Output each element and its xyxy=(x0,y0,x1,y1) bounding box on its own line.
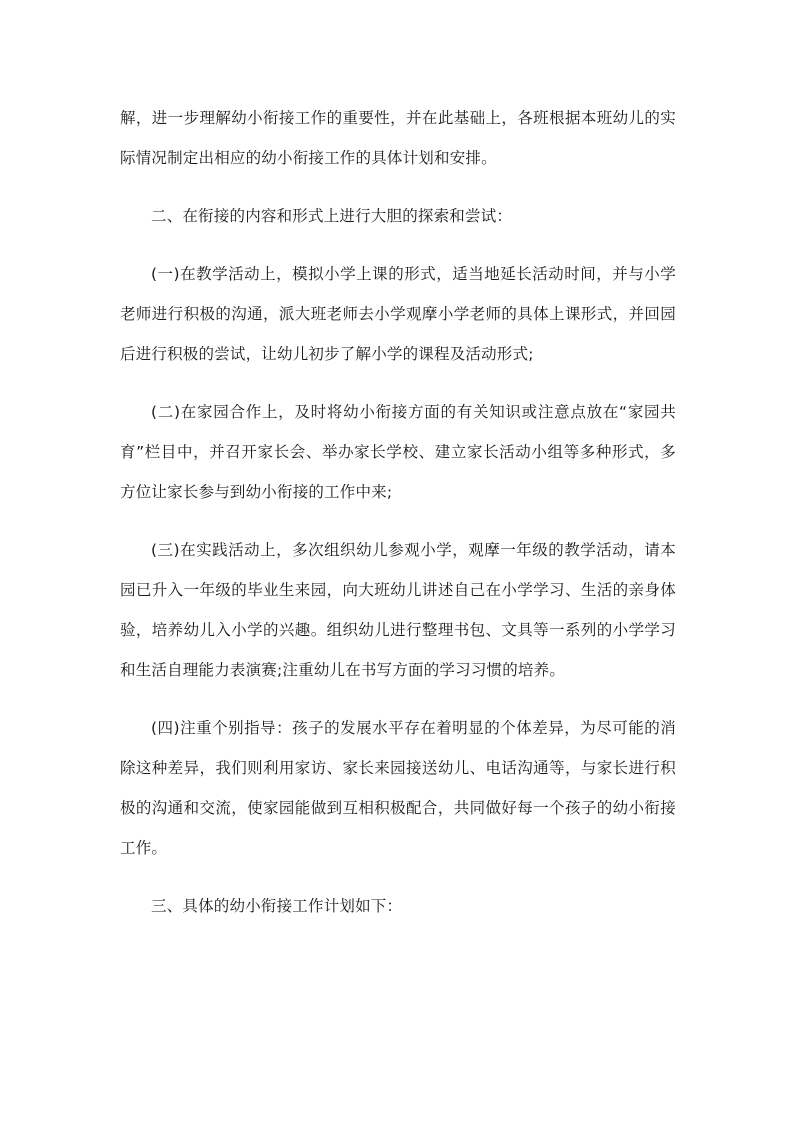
section-heading-2: 二、在衔接的内容和形式上进行大胆的探索和尝试： xyxy=(151,207,513,225)
section-heading-3: 三、具体的幼小衔接工作计划如下： xyxy=(151,897,403,915)
paragraph-item-3: (三)在实践活动上，多次组织幼儿参观小学，观摩一年级的教学活动，请本园已升入一年级的毕业生来园，向大班幼儿讲述自己在小学学习、生活的亲身体验，培养幼儿入小学的兴趣。组织幼儿进行整理书包、文具等一系列的小学学习和生活自理能力表演赛;注重幼儿在书写方面的学习习惯的培养。 xyxy=(120,541,676,679)
document-body xyxy=(120,98,676,944)
paragraph-item-1: (一)在教学活动上，模拟小学上课的形式，适当地延长活动时间，并与小学老师进行积极的沟通，派大班老师去小学观摩小学老师的具体上课形式，并回园后进行积极的尝试，让幼儿初步了解小学的课程及活动形式; xyxy=(120,265,676,363)
paragraph-continuation: 解，进一步理解幼小衔接工作的重要性，并在此基础上，各班根据本班幼儿的实际情况制定出相应的幼小衔接工作的具体计划和安排。 xyxy=(120,109,676,167)
paragraph-item-2: (二)在家园合作上，及时将幼小衔接方面的有关知识或注意点放在“家园共育”栏目中，并召开家长会、举办家长学校、建立家长活动小组等多种形式，多方位让家长参与到幼小衔接的工作中来; xyxy=(120,403,676,501)
paragraph-item-4: (四)注重个别指导：孩子的发展水平存在着明显的个体差异，为尽可能的消除这种差异，我们则利用家访、家长来园接送幼儿、电话沟通等，与家长进行积极的沟通和交流，使家园能做到互相积极配合，共同做好每一个孩子的幼小衔接工作。 xyxy=(120,719,676,857)
